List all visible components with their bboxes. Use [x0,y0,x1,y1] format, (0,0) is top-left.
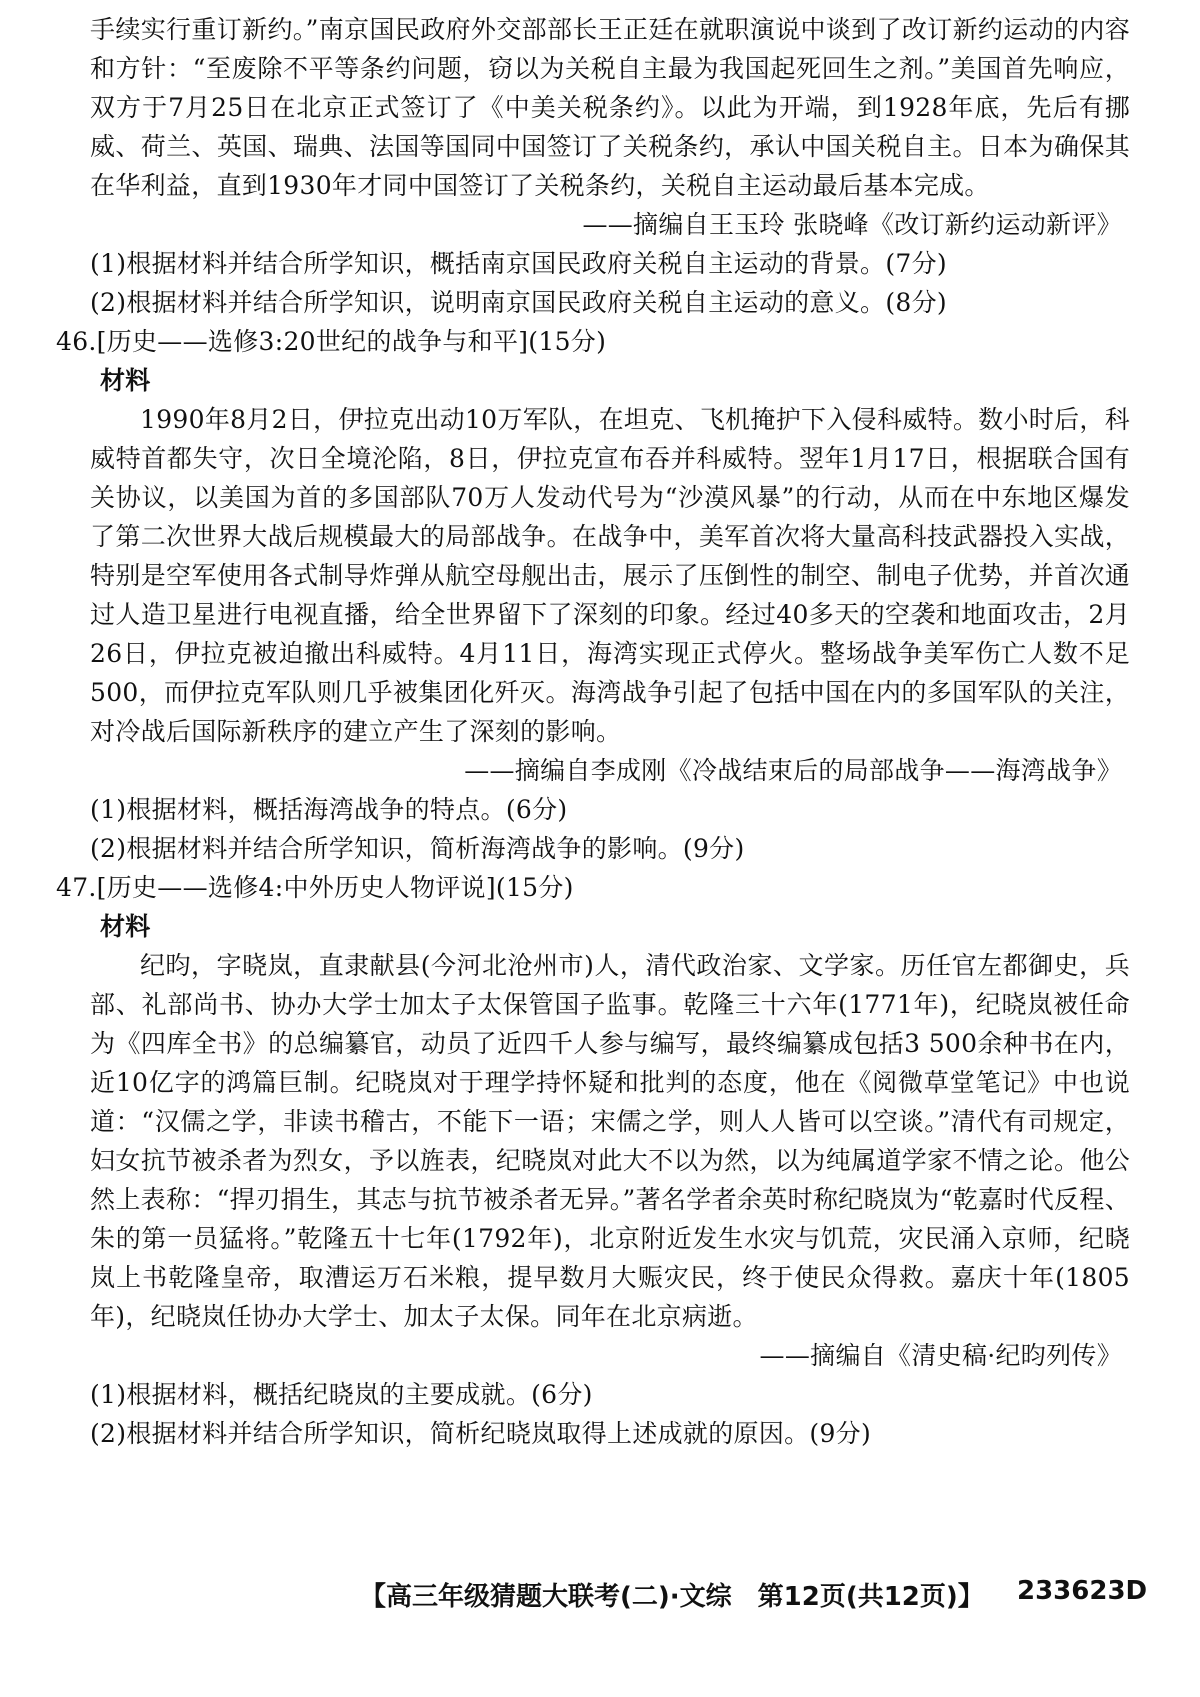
q46-material-label: 材料 [100,366,151,395]
q46-material: 1990年8月2日，伊拉克出动10万军队，在坦克、飞机掩护下入侵科威特。数小时后，科威特首都失守，次日全境沦陷，8日，伊拉克宣布吞并科威特。翌年1月17日，根据联合国有关协议，以美国为首的多国部队70万人发动代号为“沙漠风暴”的行动，从而在中东地区爆发了第二次世界大战后规模最大的局部战争。在战争中，美军首次将大量高科技武器投入实战，特别是空军使用各式制导炸弹从航空母舰出击，展示了压倒性的制空、制电子优势，并首次通过人造卫星进行电视直播，给全世界留下了深刻的印象。经过40多天的空袭和地面攻击，2月26日，伊拉克被迫撤出科威特。4月11日，海湾实现正式停火。整场战争美军伤亡人数不足500，而伊拉克军队则几乎被集团化歼灭。海湾战争引起了包括中国在内的多国军队的关注，对冷战后国际新秩序的建立产生了深刻的影响。 [90,405,1130,746]
q45-subquestion-1: (1)根据材料并结合所学知识，概括南京国民政府关税自主运动的背景。(7分) [90,249,947,278]
footer-code: 233623D [1017,1576,1148,1606]
q46-source: ——摘编自李成刚《冷战结束后的局部战争——海湾战争》 [464,756,1122,785]
q46-subquestion-2: (2)根据材料并结合所学知识，简析海湾战争的影响。(9分) [90,834,745,863]
q45-source: ——摘编自王玉玲 张晓峰《改订新约运动新评》 [582,210,1122,239]
q45-subquestion-2: (2)根据材料并结合所学知识，说明南京国民政府关税自主运动的意义。(8分) [90,288,947,317]
q47-heading: 47.[历史——选修4:中外历史人物评说](15分) [56,873,574,902]
footer-title: 【高三年级猜题大联考(二)·文综 第12页(共12页)】 [360,1582,984,1612]
q46-heading: 46.[历史——选修3:20世纪的战争与和平](15分) [56,327,607,356]
q45-material-continuation: 手续实行重订新约。”南京国民政府外交部部长王正廷在就职演说中谈到了改订新约运动的内容和方针：“至废除不平等条约问题，窃以为关税自主最为我国起死回生之剂。”美国首先响应，双方于7月25日在北京正式签订了《中美关税条约》。以此为开端，到1928年底，先后有挪威、荷兰、英国、瑞典、法国等国同中国签订了关税条约，承认中国关税自主。日本为确保其在华利益，直到1930年才同中国签订了关税条约，关税自主运动最后基本完成。 [90,15,1130,200]
q47-material: 纪昀，字晓岚，直隶献县(今河北沧州市)人，清代政治家、文学家。历任官左都御史，兵部、礼部尚书、协办大学士加太子太保管国子监事。乾隆三十六年(1771年)，纪晓岚被任命为《四库全书》的总编纂官，动员了近四千人参与编写，最终编纂成包括3 500余种书在内，近10亿字的鸿篇巨制。纪晓岚对于理学持怀疑和批判的态度，他在《阅微草堂笔记》中也说道：“汉儒之学，非读书稽古，不能下一语；宋儒之学，则人人皆可以空谈。”清代有司规定，妇女抗节被杀者为烈女，予以旌表，纪晓岚对此大不以为然，以为纯属道学家不情之论。他公然上表称：“捍刃捐生，其志与抗节被杀者无异。”著名学者余英时称纪晓岚为“乾嘉时代反程、朱的第一员猛将。”乾隆五十七年(1792年)，北京附近发生水灾与饥荒，灾民涌入京师，纪晓岚上书乾隆皇帝，取漕运万石米粮，提早数月大赈灾民，终于使民众得救。嘉庆十年(1805年)，纪晓岚任协办大学士、加太子太保。同年在北京病逝。 [90,951,1130,1331]
q46-subquestion-1: (1)根据材料，概括海湾战争的特点。(6分) [90,795,568,824]
q47-material-label: 材料 [100,912,151,941]
q47-subquestion-1: (1)根据材料，概括纪晓岚的主要成就。(6分) [90,1380,593,1409]
q47-subquestion-2: (2)根据材料并结合所学知识，简析纪晓岚取得上述成就的原因。(9分) [90,1419,872,1448]
q47-source: ——摘编自《清史稿·纪昀列传》 [759,1341,1122,1370]
page-content [56,10,1130,1453]
